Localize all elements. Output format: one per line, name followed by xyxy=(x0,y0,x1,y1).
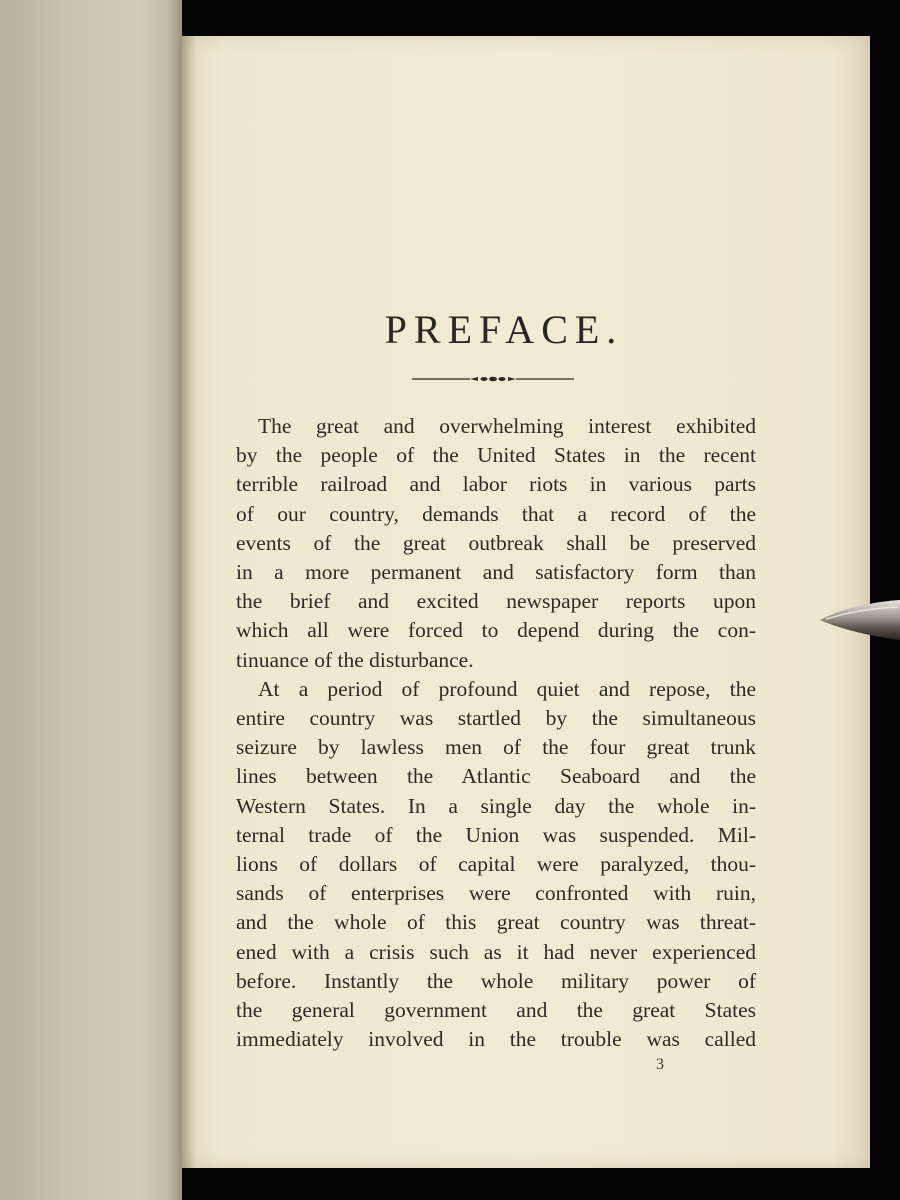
text-line: sands of enterprises were confronted with ruin, xyxy=(236,881,756,906)
text-line: ened with a crisis such as it had never experienced xyxy=(236,939,756,964)
text-line: events of the great outbreak shall be preserved xyxy=(236,530,756,555)
page-title: PREFACE. xyxy=(384,307,624,352)
text-line: the brief and excited newspaper reports upon xyxy=(236,589,756,614)
text-line: entire country was startled by the simultaneous xyxy=(236,706,756,731)
text-line: ternal trade of the Union was suspended. Mil- xyxy=(236,822,756,847)
text-line: seizure by lawless men of the four great trunk xyxy=(236,735,756,760)
paragraph-2 xyxy=(236,675,756,1055)
text-line: At a period of profound quiet and repose, the xyxy=(258,676,756,701)
text-line: and the whole of this great country was threat- xyxy=(236,910,756,935)
text-line: in a more permanent and satisfactory form than xyxy=(236,560,756,585)
text-line: The great and overwhelming interest exhibited xyxy=(258,414,756,438)
text-line: by the people of the United States in the recent xyxy=(236,443,756,468)
text-line: before. Instantly the whole military power of xyxy=(236,968,756,993)
text-line: of our country, demands that a record of the xyxy=(236,501,756,526)
text-line: Western States. In a single day the whole in- xyxy=(236,793,756,818)
preface-text xyxy=(236,412,756,1054)
text-line: lions of dollars of capital were paralyzed, thou- xyxy=(236,852,756,877)
metal-pointer-icon xyxy=(818,596,900,644)
text-line: which all were forced to depend during the con- xyxy=(236,618,756,643)
facing-page xyxy=(0,0,182,1200)
paragraph-1 xyxy=(236,412,756,675)
text-line: terrible railroad and labor riots in various parts xyxy=(236,472,756,497)
text-line: immediately involved in the trouble was called xyxy=(236,1027,756,1052)
text-line: tinuance of the disturbance. xyxy=(236,647,474,672)
page-number: 3 xyxy=(656,1056,664,1073)
text-line: the general government and the great States xyxy=(236,998,756,1023)
ornament-divider-icon xyxy=(412,372,574,386)
gutter-shadow xyxy=(182,36,196,1168)
text-line: lines between the Atlantic Seaboard and the xyxy=(236,764,756,789)
